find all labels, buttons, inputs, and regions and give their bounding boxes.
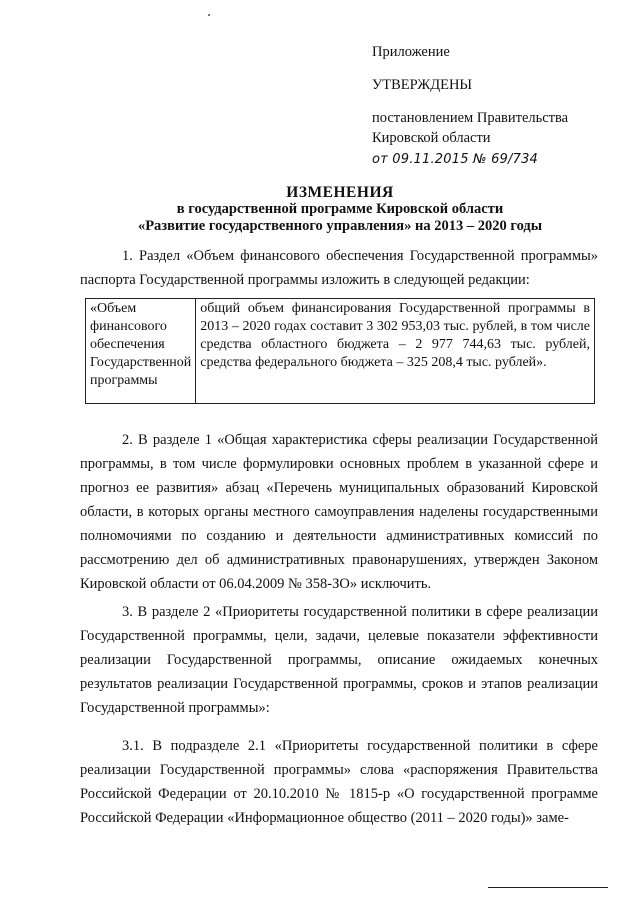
title-line-2: в государственной программе Кировской области [176,201,504,217]
section-1-intro: 1. Раздел «Объем финансового обеспечения Государственной программы» паспорта Государственной программы изложить в следующей редакции: [80,248,598,288]
title-line-3: «Развитие государственного управления» на 2013 – 2020 годы [137,218,543,234]
footer-rule [488,887,608,888]
scan-speck [208,14,210,16]
section-2-paragraph: 2. В разделе 1 «Общая характеристика сферы реализации Государственной программы, в том числе формулировки основных проблем в указанной сфере и прогноз ее развития» абзац «Перечень муниципальных образований Кировской области, в которых органы местного самоуправления наделены государственными полномочиями по созданию и деятельности административных комиссий по рассмотрению дел об административных правонарушениях, утвержден Законом Кировской области от 06.04.2009 № 358-ЗО» исключить. [80,432,598,592]
section-3-1-paragraph: 3.1. В подразделе 2.1 «Приоритеты государственной политики в сфере реализации Государственной программы» слова «распоряжения Правительства Российской Федерации от 20.10.2010 № 1815-р «О государственной программе Российской Федерации «Информационное общество (2011 – 2020 годы)» заме- [80,738,598,826]
document-title [60,184,620,235]
decree-reference-handwritten: от 09.11.2015 № 69/734 [372,152,539,167]
section-3-paragraph: 3. В разделе 2 «Приоритеты государственной политики в сфере реализации Государственной программы, цели, задачи, целевые показатели эффективности реализации Государственной программы, описание ожидаемых конечных результатов реализации Государственной программы, сроков и этапов реализации Государственной программы»: [80,604,598,716]
decree-line-2: Кировской области [372,130,491,146]
financing-table [85,298,595,404]
appendix-label: Приложение [372,44,450,60]
approved-label: УТВЕРЖДЕНЫ [372,77,473,93]
table-row [86,299,595,404]
table-cell-label: «Объем финансового обеспечения Государственной программы [86,299,196,404]
title-line-1: ИЗМЕНЕНИЯ [286,184,394,201]
table-cell-value: общий объем финансирования Государственной программы в 2013 – 2020 годах составит 3 302 953,03 тыс. рублей, в том числе средства областного бюджета – 2 977 744,63 тыс. рублей, средства федерального бюджета – 325 208,4 тыс. рублей». [196,299,595,404]
approval-block [372,42,568,170]
decree-line-1: постановлением Правительства [372,110,569,126]
